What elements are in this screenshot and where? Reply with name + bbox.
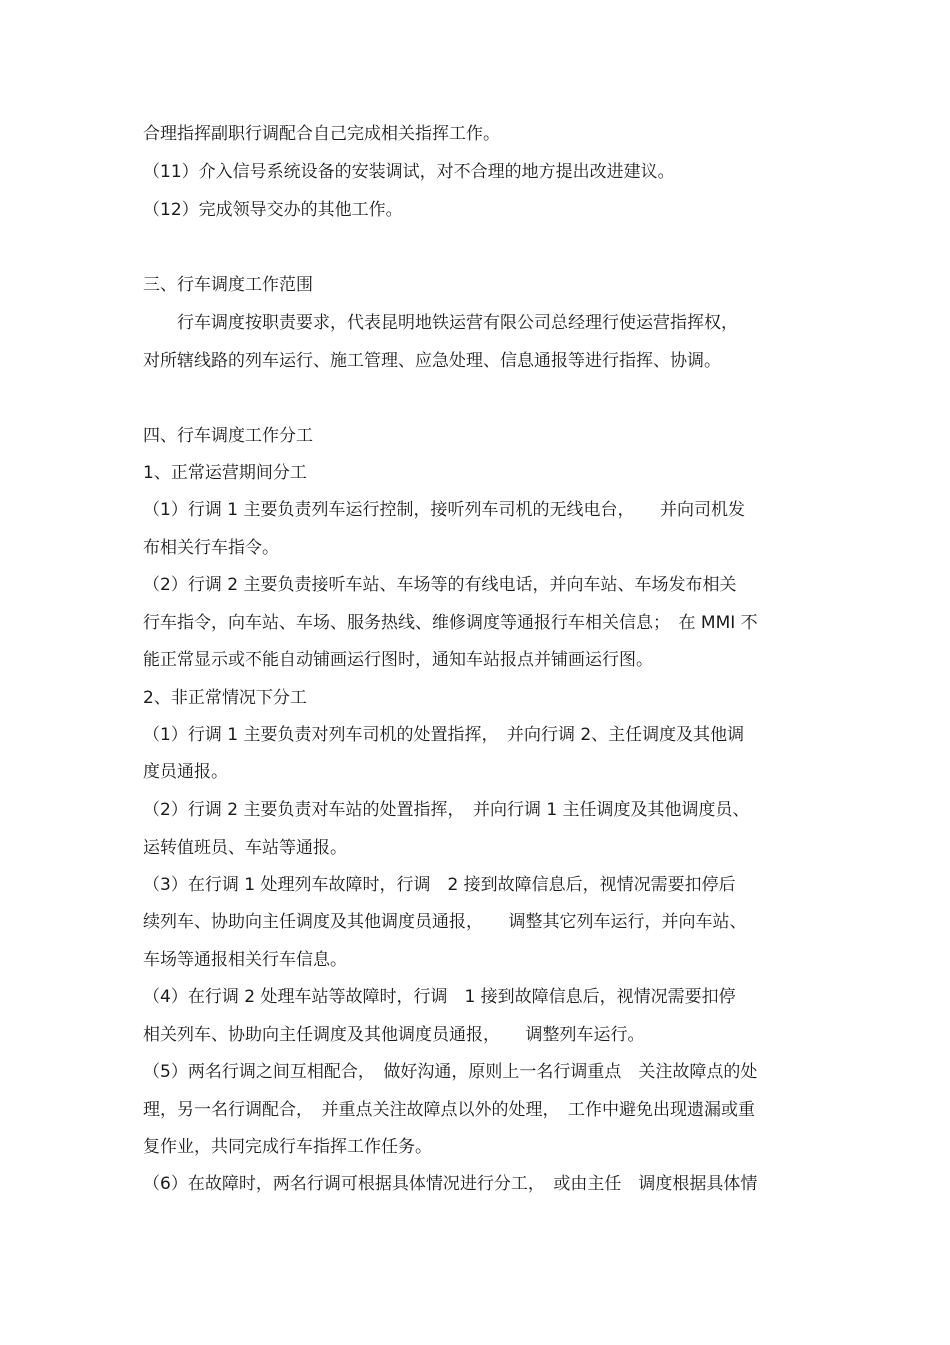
text-line: （3）在行调 1 处理列车故障时，行调 2 接到故障信息后，视情况需要扣停后 [143, 875, 736, 895]
text-line: （12）完成领导交办的其他工作。 [143, 200, 403, 220]
text-line: 布相关行车指令。 [143, 538, 279, 558]
text-line: （2）行调 2 主要负责接听车站、车场等的有线电话，并向车站、车场发布相关 [143, 575, 737, 595]
text-line: 理，另一名行调配合， 并重点关注故障点以外的处理， 工作中避免出现遗漏或重 [143, 1100, 755, 1120]
text-line: 能正常显示或不能自动铺画运行图时，通知车站报点并铺画运行图。 [143, 650, 653, 670]
text-line: 运转值班员、车站等通报。 [143, 838, 347, 858]
text-line: （1）行调 1 主要负责列车运行控制，接听列车司机的无线电台， 并向司机发 [143, 500, 745, 520]
text-line: 相关列车、协助向主任调度及其他调度员通报， 调整列车运行。 [143, 1025, 645, 1045]
text-line: 合理指挥副职行调配合自己完成相关指挥工作。 [143, 124, 500, 144]
text-line: （5）两名行调之间互相配合， 做好沟通，原则上一名行调重点 关注故障点的处 [143, 1062, 758, 1082]
section-heading: 四、行车调度工作分工 [143, 426, 313, 446]
text-line: 续列车、协助向主任调度及其他调度员通报， 调整其它列车运行，并向车站、 [143, 912, 747, 932]
text-line: 行车调度按职责要求，代表昆明地铁运营有限公司总经理行使运营指挥权， [143, 313, 738, 333]
text-line: （11）介入信号系统设备的安装调试，对不合理的地方提出改进建议。 [143, 162, 675, 182]
text-line: （1）行调 1 主要负责对列车司机的处置指挥， 并向行调 2、主任调度及其他调 [143, 725, 745, 745]
text-line: （4）在行调 2 处理车站等故障时，行调 1 接到故障信息后，视情况需要扣停 [143, 987, 736, 1007]
text-line: （6）在故障时，两名行调可根据具体情况进行分工， 或由主任 调度根据具体情 [143, 1174, 758, 1194]
text-line: 度员通报。 [143, 762, 228, 782]
text-line: 行车指令，向车站、车场、服务热线、维修调度等通报行车相关信息； 在 MMI 不 [143, 613, 758, 633]
text-line: 复作业，共同完成行车指挥工作任务。 [143, 1137, 432, 1157]
section-heading: 三、行车调度工作范围 [143, 275, 313, 295]
text-line: 车场等通报相关行车信息。 [143, 950, 347, 970]
subsection-heading: 1、正常运营期间分工 [143, 463, 307, 483]
subsection-heading: 2、非正常情况下分工 [143, 688, 307, 708]
text-line: 对所辖线路的列车运行、施工管理、应急处理、信息通报等进行指挥、协调。 [143, 351, 721, 371]
text-line: （2）行调 2 主要负责对车站的处置指挥， 并向行调 1 主任调度及其他调度员、 [143, 800, 750, 820]
